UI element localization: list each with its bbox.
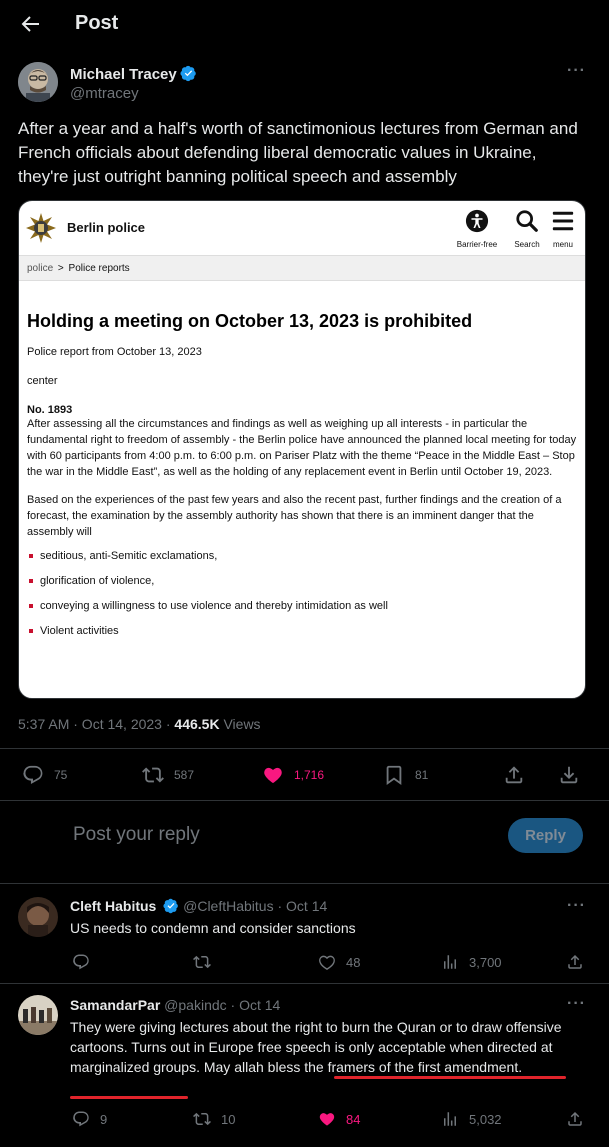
search-icon: [515, 209, 539, 233]
list-item: Violent activities: [27, 623, 579, 648]
reply-text: [70, 1017, 575, 1077]
breadcrumb: [19, 255, 585, 281]
police-star-logo-icon: [26, 213, 56, 243]
repost-icon: [193, 953, 211, 971]
repost-count: 10: [221, 1111, 236, 1127]
more-options-icon[interactable]: ···: [567, 897, 586, 914]
post-author: [18, 62, 598, 106]
repost-button[interactable]: [142, 760, 194, 790]
view-count: 3,700: [469, 954, 502, 970]
heart-filled-icon: [262, 764, 284, 786]
article-paragraph: Based on the experiences of the past few years and also the recent past, further findings and the creation of a forecast, the examination by the assembly authority has shown that there is an imminent danger that the assembly will: [27, 494, 562, 538]
breadcrumb-separator: >: [57, 263, 64, 274]
reply-count: 9: [100, 1111, 108, 1127]
card-header: [19, 201, 585, 253]
share-icon: [566, 1110, 584, 1128]
divider: [0, 800, 609, 801]
nav-label: Barrier-free: [456, 240, 498, 249]
reply-date[interactable]: · Oct 14: [226, 997, 281, 1013]
reply-composer: [0, 810, 609, 862]
avatar[interactable]: [18, 897, 58, 937]
views-chart-icon: [441, 1110, 459, 1128]
share-icon: [503, 764, 525, 786]
divider: [0, 748, 609, 749]
reply-count: 75: [54, 768, 68, 782]
more-options-icon[interactable]: ···: [567, 62, 586, 79]
repost-icon: [193, 1110, 211, 1128]
like-button[interactable]: [262, 760, 324, 790]
reply-author-handle[interactable]: @CleftHabitus: [183, 898, 274, 914]
author-name-text[interactable]: Michael Tracey: [70, 66, 177, 83]
share-button[interactable]: [566, 1104, 594, 1134]
reply-input[interactable]: Post your reply: [73, 824, 200, 845]
like-count: 1,716: [294, 768, 325, 782]
reply-icon: [72, 953, 90, 971]
breadcrumb-current: Police reports: [68, 263, 130, 274]
reply-author-name[interactable]: Cleft Habitus: [70, 898, 157, 914]
list-item: glorification of violence,: [27, 573, 579, 598]
bookmark-button[interactable]: [383, 760, 428, 790]
breadcrumb-home: police: [27, 263, 54, 274]
list-item: conveying a willingness to use violence and thereby intimidation as well: [27, 598, 579, 623]
views-label: Views: [219, 716, 261, 732]
heart-filled-icon: [318, 1110, 336, 1128]
list-item: seditious, anti-Semitic exclamations,: [27, 548, 579, 573]
article-title: Holding a meeting on October 13, 2023 is prohibited: [27, 311, 473, 331]
bookmark-icon: [383, 764, 405, 786]
avatar[interactable]: [18, 62, 58, 102]
accessibility-icon: [465, 209, 489, 233]
post-timestamp[interactable]: 5:37 AM · Oct 14, 2023 ·: [18, 716, 175, 732]
back-arrow-icon[interactable]: [18, 12, 42, 36]
more-options-icon[interactable]: ···: [567, 995, 586, 1012]
page-title: Post: [75, 12, 119, 34]
download-icon: [558, 764, 580, 786]
reply-submit-button[interactable]: Reply: [508, 818, 583, 853]
author-name[interactable]: [70, 65, 197, 83]
reply-text-highlighted: May allah bless the framers of the first amendment.: [203, 1059, 523, 1075]
article-paragraph: After assessing all the circumstances and findings as well as weighing up all interests - in particular the fundamental right to freedom of assembly - the Berlin police have announced the planned local meeting for today with 60 participants from 4:00 p.m. to 6:00 p.m. on Pariser Platz with the theme “Peace in the Middle East – Stop the war in the Middle East”, as well as the holding of any replacement event in Berlin until October 19, 2023.: [27, 418, 577, 478]
menu-link: [541, 209, 585, 249]
verified-badge-icon: [163, 898, 179, 914]
nav-label: menu: [552, 240, 573, 249]
like-button[interactable]: [318, 947, 360, 977]
reply-button[interactable]: [72, 947, 100, 977]
share-icon: [566, 953, 584, 971]
share-button[interactable]: [503, 760, 535, 790]
reply-date[interactable]: · Oct 14: [273, 898, 328, 914]
bullet-list: [27, 548, 579, 648]
download-button[interactable]: [558, 760, 590, 790]
barrier-free-link: [455, 209, 499, 249]
reply-button[interactable]: [22, 760, 67, 790]
avatar[interactable]: [18, 995, 58, 1035]
views-button[interactable]: [441, 1104, 502, 1134]
reply-icon: [72, 1110, 90, 1128]
author-handle[interactable]: @mtracey: [70, 85, 139, 102]
reply-author-name[interactable]: SamandarPar: [70, 997, 161, 1013]
like-count: 48: [346, 954, 361, 970]
post-text: After a year and a half's worth of sanctimonious lectures from German and French officials about defending liberal democratic values in Ukraine, they're just outright banning political speech and assembly: [18, 119, 578, 186]
heart-icon: [318, 953, 336, 971]
top-bar: [0, 0, 609, 50]
view-count: 5,032: [469, 1111, 502, 1127]
reply-header: [70, 898, 327, 914]
like-button[interactable]: [318, 1104, 360, 1134]
article-location: center: [27, 375, 58, 387]
reply-icon: [22, 764, 44, 786]
like-count: 84: [346, 1111, 361, 1127]
site-name: Berlin police: [67, 220, 146, 235]
views-chart-icon: [441, 953, 459, 971]
reply-item[interactable]: [0, 983, 609, 1147]
view-count: 446.5K: [174, 716, 220, 732]
bookmark-count: 81: [415, 768, 429, 782]
reply-button[interactable]: [72, 1104, 107, 1134]
repost-button[interactable]: [193, 947, 221, 977]
article-subtitle: Police report from October 13, 2023: [27, 346, 202, 358]
views-button[interactable]: [441, 947, 502, 977]
report-number: No. 1893: [27, 404, 73, 416]
share-button[interactable]: [566, 947, 594, 977]
hamburger-menu-icon: [551, 209, 575, 233]
post-meta: [18, 716, 261, 732]
repost-button[interactable]: [193, 1104, 235, 1134]
reply-text-part: They were giving lectures about the right to burn the Quran or to draw offensive cartoons. Turns out in Europe free speech is only acceptable when directed at marginalized groups.: [70, 1019, 562, 1075]
repost-count: 587: [174, 768, 195, 782]
nav-label: Search: [514, 240, 540, 249]
red-underline-annotation: [70, 1096, 188, 1099]
repost-icon: [142, 764, 164, 786]
red-underline-annotation: [334, 1076, 566, 1079]
reply-author-handle[interactable]: @pakindc: [164, 997, 227, 1013]
reply-item[interactable]: [0, 883, 609, 983]
post-image[interactable]: [18, 200, 586, 699]
reply-header: [70, 997, 280, 1013]
post-actions: [0, 760, 609, 790]
reply-text: US needs to condemn and consider sanctions: [70, 920, 356, 936]
article-body: [27, 311, 579, 648]
verified-badge-icon: [180, 65, 197, 82]
